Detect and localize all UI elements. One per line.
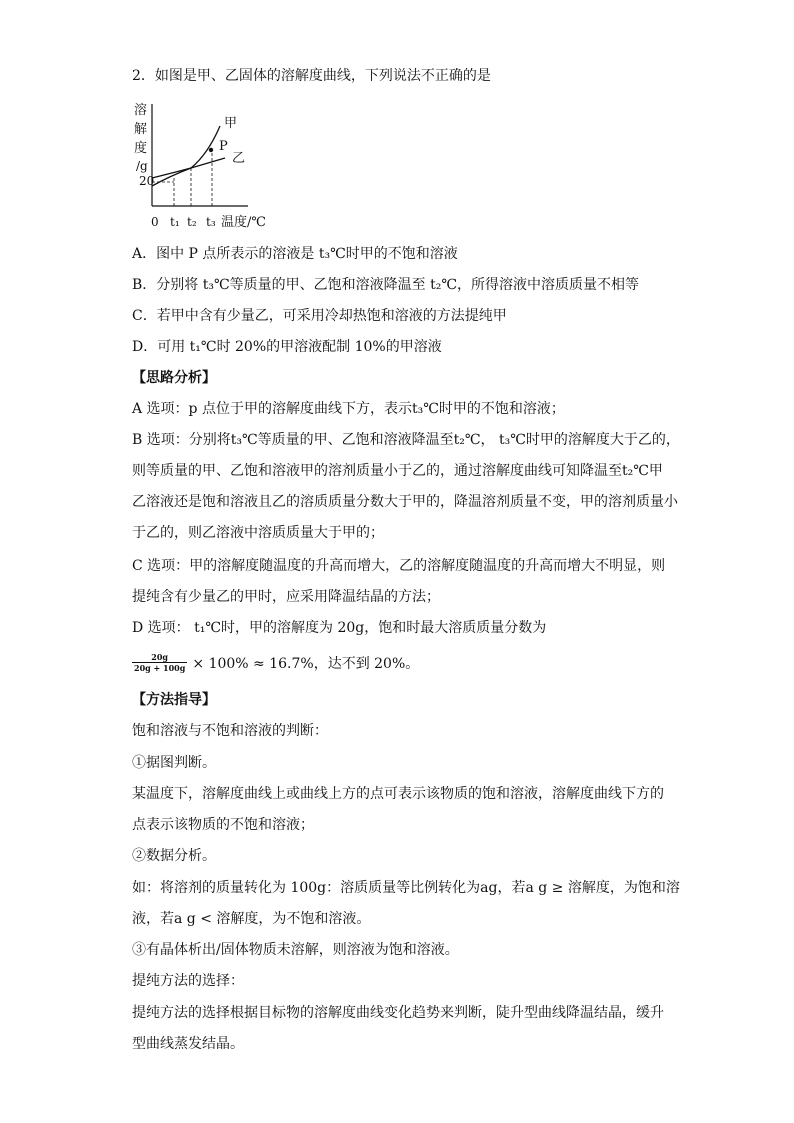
formula-result: × 100% ≈ 16.7%，达不到 20%。 [192, 655, 420, 672]
series-jia-curve [152, 126, 220, 186]
method-line: ①据图判断。 [132, 755, 216, 771]
option-b: B．分别将 t₃℃等质量的甲、乙饱和溶液降温至 t₂℃，所得溶液中溶质质量不相等 [132, 277, 639, 293]
x-tick-label: 0 [151, 215, 159, 229]
method-line: 提纯方法的选择： [132, 973, 244, 989]
fraction [132, 652, 187, 673]
percentage-formula [132, 652, 419, 676]
analysis-line: A 选项：p 点位于甲的溶解度曲线下方，表示t₃℃时甲的不饱和溶液； [132, 401, 565, 417]
analysis-line: 乙溶液还是饱和溶液且乙的溶质质量分数大于甲的，降温溶剂质量不变，甲的溶剂质量小 [132, 494, 678, 510]
method-line: 饱和溶液与不饱和溶液的判断： [132, 723, 328, 739]
fraction-denominator: 20g + 100g [134, 663, 186, 673]
method-line: 某温度下，溶解度曲线上或曲线上方的点可表示该物质的饱和溶液，溶解度曲线下方的 [132, 786, 664, 802]
method-line: ②数据分析。 [132, 848, 216, 864]
y-axis-label-char: 解 [134, 122, 148, 137]
analysis-line: 则等质量的甲、乙饱和溶液甲的溶剂质量小于乙的，通过溶解度曲线可知降温至t₂℃甲 [132, 463, 663, 479]
analysis-line: D 选项： t₁℃时，甲的溶解度为 20g，饱和时最大溶质质量分数为 [132, 620, 547, 636]
series-yi-label: 乙 [232, 151, 246, 166]
option-d: D．可用 t₁℃时 20%的甲溶液配制 10%的甲溶液 [132, 339, 442, 355]
option-c: C．若甲中含有少量乙，可采用冷却热饱和溶液的方法提纯甲 [132, 308, 507, 324]
series-yi-curve [152, 158, 225, 178]
solubility-chart [130, 98, 280, 238]
point-p [209, 148, 213, 152]
analysis-line: B 选项：分别将t₃℃等质量的甲、乙饱和溶液降温至t₂℃， t₃℃时甲的溶解度大于乙的， [132, 432, 680, 448]
analysis-heading: 【思路分析】 [132, 370, 216, 386]
point-p-label: P [219, 139, 228, 154]
x-tick-label: t₃ [206, 215, 216, 229]
method-line: 液，若a g < 溶解度，为不饱和溶液。 [132, 911, 371, 927]
option-a: A．图中 P 点所表示的溶液是 t₃℃时甲的不饱和溶液 [132, 246, 458, 262]
x-axis-label: 温度/℃ [221, 215, 266, 230]
y-axis-label-char: 溶 [134, 103, 148, 118]
method-line: 点表示该物质的不饱和溶液； [132, 817, 314, 833]
analysis-line: 提纯含有少量乙的甲时，应采用降温结晶的方法； [132, 589, 440, 605]
method-line: ③有晶体析出/固体物质未溶解，则溶液为饱和溶液。 [132, 942, 459, 958]
method-line: 提纯方法的选择根据目标物的溶解度曲线变化趋势来判断，陡升型曲线降温结晶，缓升 [132, 1005, 664, 1021]
analysis-line: C 选项：甲的溶解度随温度的升高而增大，乙的溶解度随温度的升高而增大不明显，则 [132, 558, 666, 574]
method-line: 型曲线蒸发结晶。 [132, 1036, 244, 1052]
method-heading: 【方法指导】 [132, 692, 216, 708]
method-line: 如：将溶剂的质量转化为 100g：溶质质量等比例转化为ag，若a g ≥ 溶解度，为饱和溶 [132, 880, 680, 896]
fraction-numerator: 20g [132, 652, 187, 663]
y-axis-label-char: /g [136, 159, 148, 173]
series-jia-label: 甲 [224, 116, 238, 131]
analysis-line: 于乙的，则乙溶液中溶质质量大于甲的； [132, 525, 384, 541]
y-tick-label: 20 [139, 174, 155, 188]
x-tick-label: t₂ [187, 215, 197, 229]
x-tick-label: t₁ [170, 215, 180, 229]
y-axis-label-char: 度 [134, 141, 148, 156]
question-stem: 2．如图是甲、乙固体的溶解度曲线，下列说法不正确的是 [132, 68, 491, 84]
